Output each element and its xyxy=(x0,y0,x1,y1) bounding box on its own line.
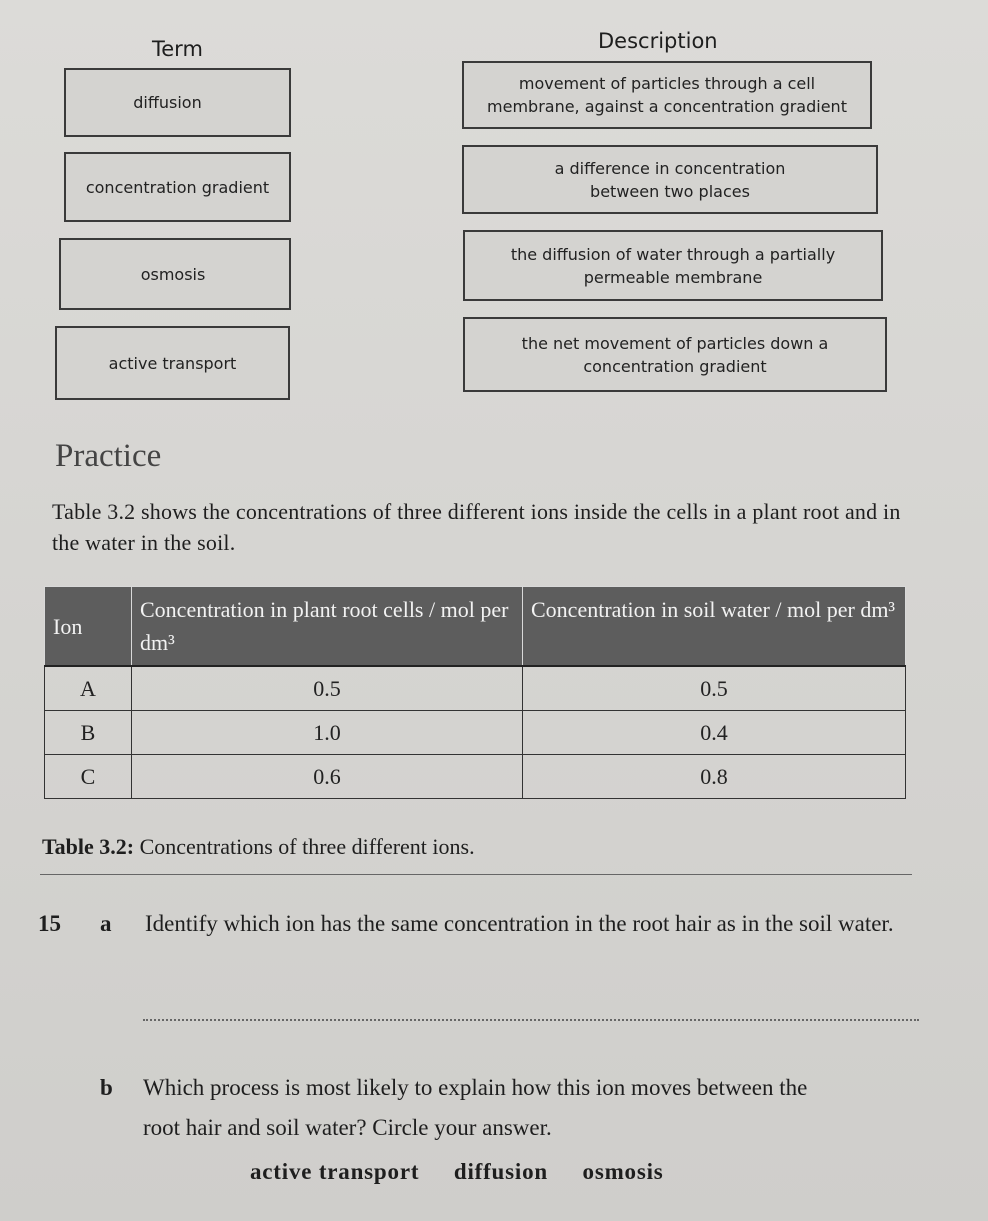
table-cell-soil: 0.4 xyxy=(523,711,906,755)
table-cell-soil: 0.8 xyxy=(523,755,906,799)
practice-intro: Table 3.2 shows the concentrations of three different ions inside the cells in a plant root and in the water in the soil. xyxy=(52,499,901,555)
term-box-osmosis[interactable] xyxy=(59,238,291,310)
table-cell-root: 0.6 xyxy=(132,755,523,799)
part-b-text: Which process is most likely to explain how this ion moves between the root hair and soil water? Circle your answer. xyxy=(143,1075,808,1140)
table-caption-text: Concentrations of three different ions. xyxy=(139,834,475,859)
description-box-2[interactable] xyxy=(462,145,878,214)
description-text: a difference in concentration between two places xyxy=(554,158,786,201)
part-a-text: Identify which ion has the same concentration in the root hair as in the soil water. xyxy=(145,911,894,936)
table-header-ion: Ion xyxy=(45,587,132,667)
table-cell-ion: A xyxy=(45,666,132,711)
answer-options xyxy=(250,1159,692,1185)
table-row xyxy=(45,755,906,799)
term-box-active-transport[interactable] xyxy=(55,326,290,400)
practice-heading: Practice xyxy=(55,438,162,474)
part-b-label: b xyxy=(100,1075,113,1100)
table-caption-label: Table 3.2: xyxy=(42,834,135,859)
table-caption xyxy=(42,834,475,860)
ion-concentration-table xyxy=(44,586,906,799)
term-label: osmosis xyxy=(140,264,206,284)
table-header-row xyxy=(45,587,906,667)
option-osmosis[interactable]: osmosis xyxy=(582,1159,664,1184)
term-box-concentration-gradient[interactable] xyxy=(64,152,291,222)
table-row xyxy=(45,666,906,711)
description-text: the net movement of particles down a concentration gradient xyxy=(521,333,829,376)
table-cell-ion: B xyxy=(45,711,132,755)
description-box-4[interactable] xyxy=(463,317,887,392)
term-header: Term xyxy=(152,37,203,61)
table-cell-soil: 0.5 xyxy=(523,666,906,711)
answer-line[interactable] xyxy=(143,1019,919,1021)
table-row xyxy=(45,711,906,755)
term-label: diffusion xyxy=(133,93,202,112)
description-text: the diffusion of water through a partially permeable membrane xyxy=(510,244,836,287)
term-label: concentration gradient xyxy=(85,177,270,197)
table-cell-ion: C xyxy=(45,755,132,799)
part-a-label: a xyxy=(100,911,112,936)
term-box-diffusion[interactable] xyxy=(64,68,291,137)
term-label: active transport xyxy=(108,353,237,373)
description-box-3[interactable] xyxy=(463,230,883,301)
question-number: 15 xyxy=(38,911,61,936)
table-cell-root: 0.5 xyxy=(132,666,523,711)
table-header-root-cells: Concentration in plant root cells / mol per dm³ xyxy=(132,587,523,667)
caption-divider xyxy=(40,874,912,875)
description-header: Description xyxy=(598,29,718,53)
description-text: movement of particles through a cell membrane, against a concentration gradient xyxy=(487,74,847,116)
table-cell-root: 1.0 xyxy=(132,711,523,755)
table-header-soil-water: Concentration in soil water / mol per dm³ xyxy=(523,587,906,667)
option-active-transport[interactable]: active transport xyxy=(250,1159,420,1184)
option-diffusion[interactable]: diffusion xyxy=(453,1159,548,1184)
description-box-1[interactable] xyxy=(462,61,872,129)
